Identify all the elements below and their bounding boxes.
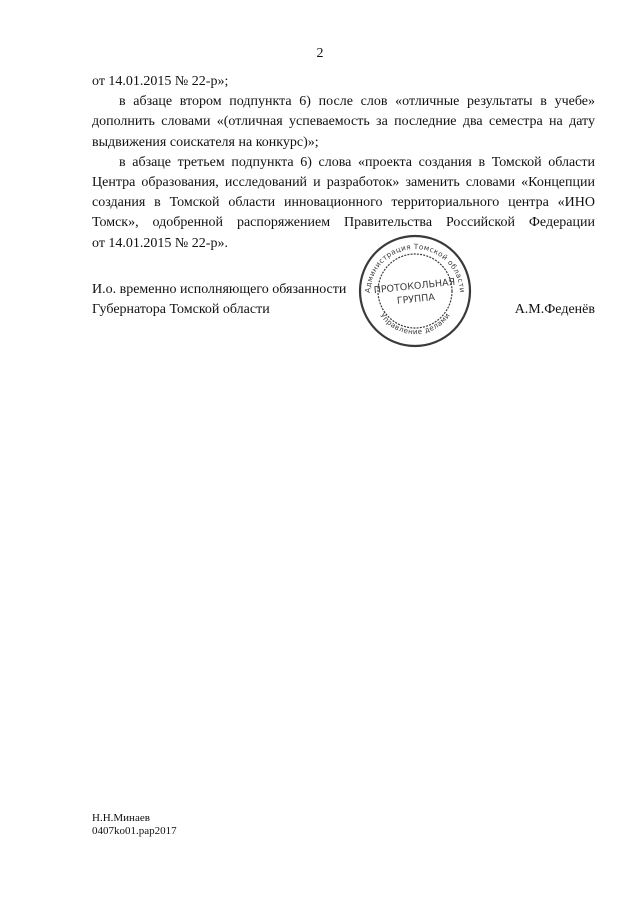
signer-name: А.М.Феденёв — [514, 302, 595, 317]
body-line: Томск», одобренной распоряжением Правительства Российской Федерации — [92, 215, 595, 231]
body-line: в абзаце втором подпункта 6) после слов «отличные результаты в учебе» — [119, 94, 595, 110]
stamp-outer-text-bottom: Управление делами — [378, 311, 452, 337]
document-body — [92, 72, 595, 254]
footer-author: Н.Н.Минаев — [92, 812, 150, 824]
stamp-outer-text-top: Администрация Томской области — [362, 241, 468, 294]
body-line: дополнить словами «(отличная успеваемость за последние два семестра на дату — [92, 114, 595, 130]
signer-position-line2: Губернатора Томской области — [92, 302, 270, 317]
signature-block — [92, 280, 595, 320]
body-line: выдвижения соискателя на конкурс)»; — [92, 134, 319, 150]
body-line: от 14.01.2015 № 22-р»; — [92, 74, 229, 89]
document-footer — [92, 812, 177, 838]
stamp-center-line2: ГРУППА — [396, 291, 436, 307]
signer-position-line1: И.о. временно исполняющего обязанности — [92, 282, 347, 297]
body-line: Центра образования, исследований и разработок» заменить словами «Концепции — [92, 175, 595, 191]
body-line: в абзаце третьем подпункта 6) слова «проекта создания в Томской области — [119, 154, 595, 170]
footer-file-code: 0407ko01.pap2017 — [92, 825, 177, 837]
body-line: от 14.01.2015 № 22-р». — [92, 235, 228, 251]
page-number: 2 — [316, 46, 324, 61]
body-line: создания в Томской области инновационного территориального центра «ИНО — [92, 195, 595, 211]
stamp-center-line1: ПРОТОКОЛЬНАЯ — [373, 276, 456, 297]
